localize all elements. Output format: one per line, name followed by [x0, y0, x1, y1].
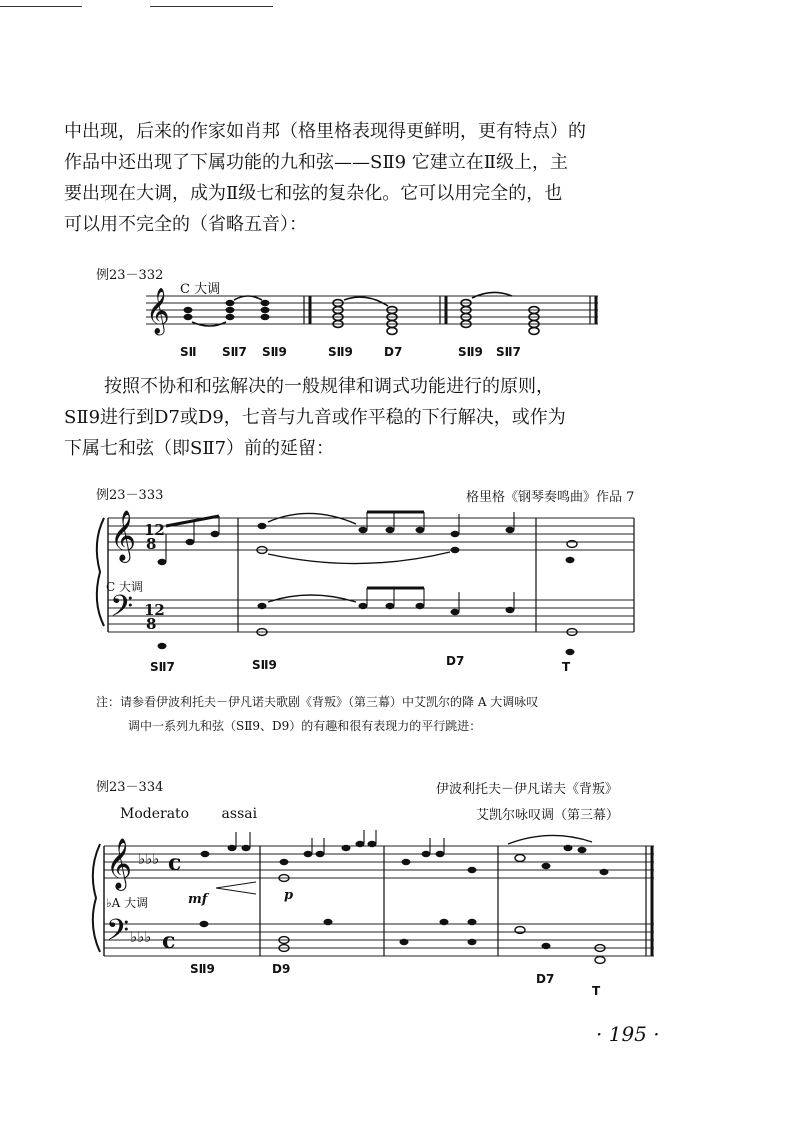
flat-icon: ♭♭♭ — [130, 928, 152, 946]
time-signature: 8 — [146, 615, 157, 633]
time-signature: 12 — [144, 521, 165, 539]
time-signature: 8 — [146, 535, 157, 553]
function-label: SⅡ7 — [222, 345, 247, 359]
bass-clef-icon: 𝄢 — [110, 590, 134, 631]
dynamic-marking: p — [284, 888, 294, 903]
text-line: 中出现，后来的作家如肖邦（格里格表现得更鲜明，更有特点）的 — [64, 121, 586, 142]
function-label: T — [592, 984, 601, 998]
function-label: SⅡ9 — [252, 658, 277, 672]
function-label: SⅡ7 — [150, 660, 175, 674]
tempo-marking: Moderato assai — [120, 806, 258, 822]
treble-clef-icon: 𝄞 — [146, 288, 170, 334]
function-label: SⅡ9 — [190, 962, 215, 976]
footnote-line: 注：请参看伊波利托夫－伊凡诺夫歌剧《背叛》（第三幕）中艾凯尔的降 A 大调咏叹 — [96, 695, 539, 709]
text-line: 下属七和弦（即SⅡ7）前的延留： — [64, 438, 335, 459]
text-line: 按照不协和和弦解决的一般规律和调式功能进行的原则， — [104, 376, 554, 397]
text-line: 要出现在大调，成为Ⅱ级七和弦的复杂化。它可以用完全的，也 — [64, 183, 563, 204]
treble-clef-icon: 𝄞 — [106, 838, 133, 889]
footnote-line: 调中一系列九和弦（SⅡ9、D9）的有趣和很有表现力的平行跳进： — [128, 719, 482, 733]
paragraph-1 — [64, 116, 664, 240]
bass-clef-icon: 𝄢 — [106, 914, 130, 955]
text-line: 可以用不完全的（省略五音）： — [64, 214, 307, 235]
example-334-title: 例23－334 — [96, 780, 164, 795]
function-label: D9 — [272, 962, 291, 976]
function-label: SⅡ9 — [262, 345, 287, 359]
function-label: D7 — [384, 345, 403, 359]
text-line: SⅡ9进行到D7或D9，七音与九音或作平稳的下行解决，或作为 — [64, 407, 566, 428]
top-rule-right — [150, 6, 273, 7]
function-label: D7 — [536, 972, 555, 986]
example-334-key: ♭A 大调 — [106, 896, 149, 910]
dynamic-marking: mf — [188, 892, 208, 907]
function-label: SⅡ — [180, 345, 197, 359]
example-332-title: 例23－332 — [96, 268, 164, 283]
treble-clef-icon: 𝄞 — [110, 510, 137, 561]
top-rule-left — [0, 6, 82, 7]
function-label: T — [562, 660, 571, 674]
function-label: D7 — [446, 654, 465, 668]
example-334-source-2: 艾凯尔咏叹调（第三幕） — [476, 808, 620, 823]
time-signature: 12 — [144, 601, 165, 619]
common-time-icon: c — [168, 850, 182, 876]
example-332-key: C 大调 — [180, 282, 221, 297]
example-333-source: 格里格《钢琴奏鸣曲》作品 7 — [466, 490, 635, 505]
function-label: SⅡ7 — [496, 345, 521, 359]
function-label: SⅡ9 — [328, 345, 353, 359]
function-label: SⅡ9 — [458, 345, 483, 359]
example-333-title: 例23－333 — [96, 488, 164, 503]
page-number: · 195 · — [596, 1022, 660, 1046]
flat-icon: ♭♭♭ — [138, 850, 160, 868]
footnote — [96, 690, 686, 738]
example-334-source-1: 伊波利托夫－伊凡诺夫《背叛》 — [436, 782, 619, 797]
common-time-icon: c — [162, 928, 176, 954]
text-line: 作品中还出现了下属功能的九和弦——SⅡ9 它建立在Ⅱ级上，主 — [64, 152, 568, 173]
paragraph-2 — [64, 371, 664, 464]
example-333-key: C 大调 — [106, 580, 143, 594]
